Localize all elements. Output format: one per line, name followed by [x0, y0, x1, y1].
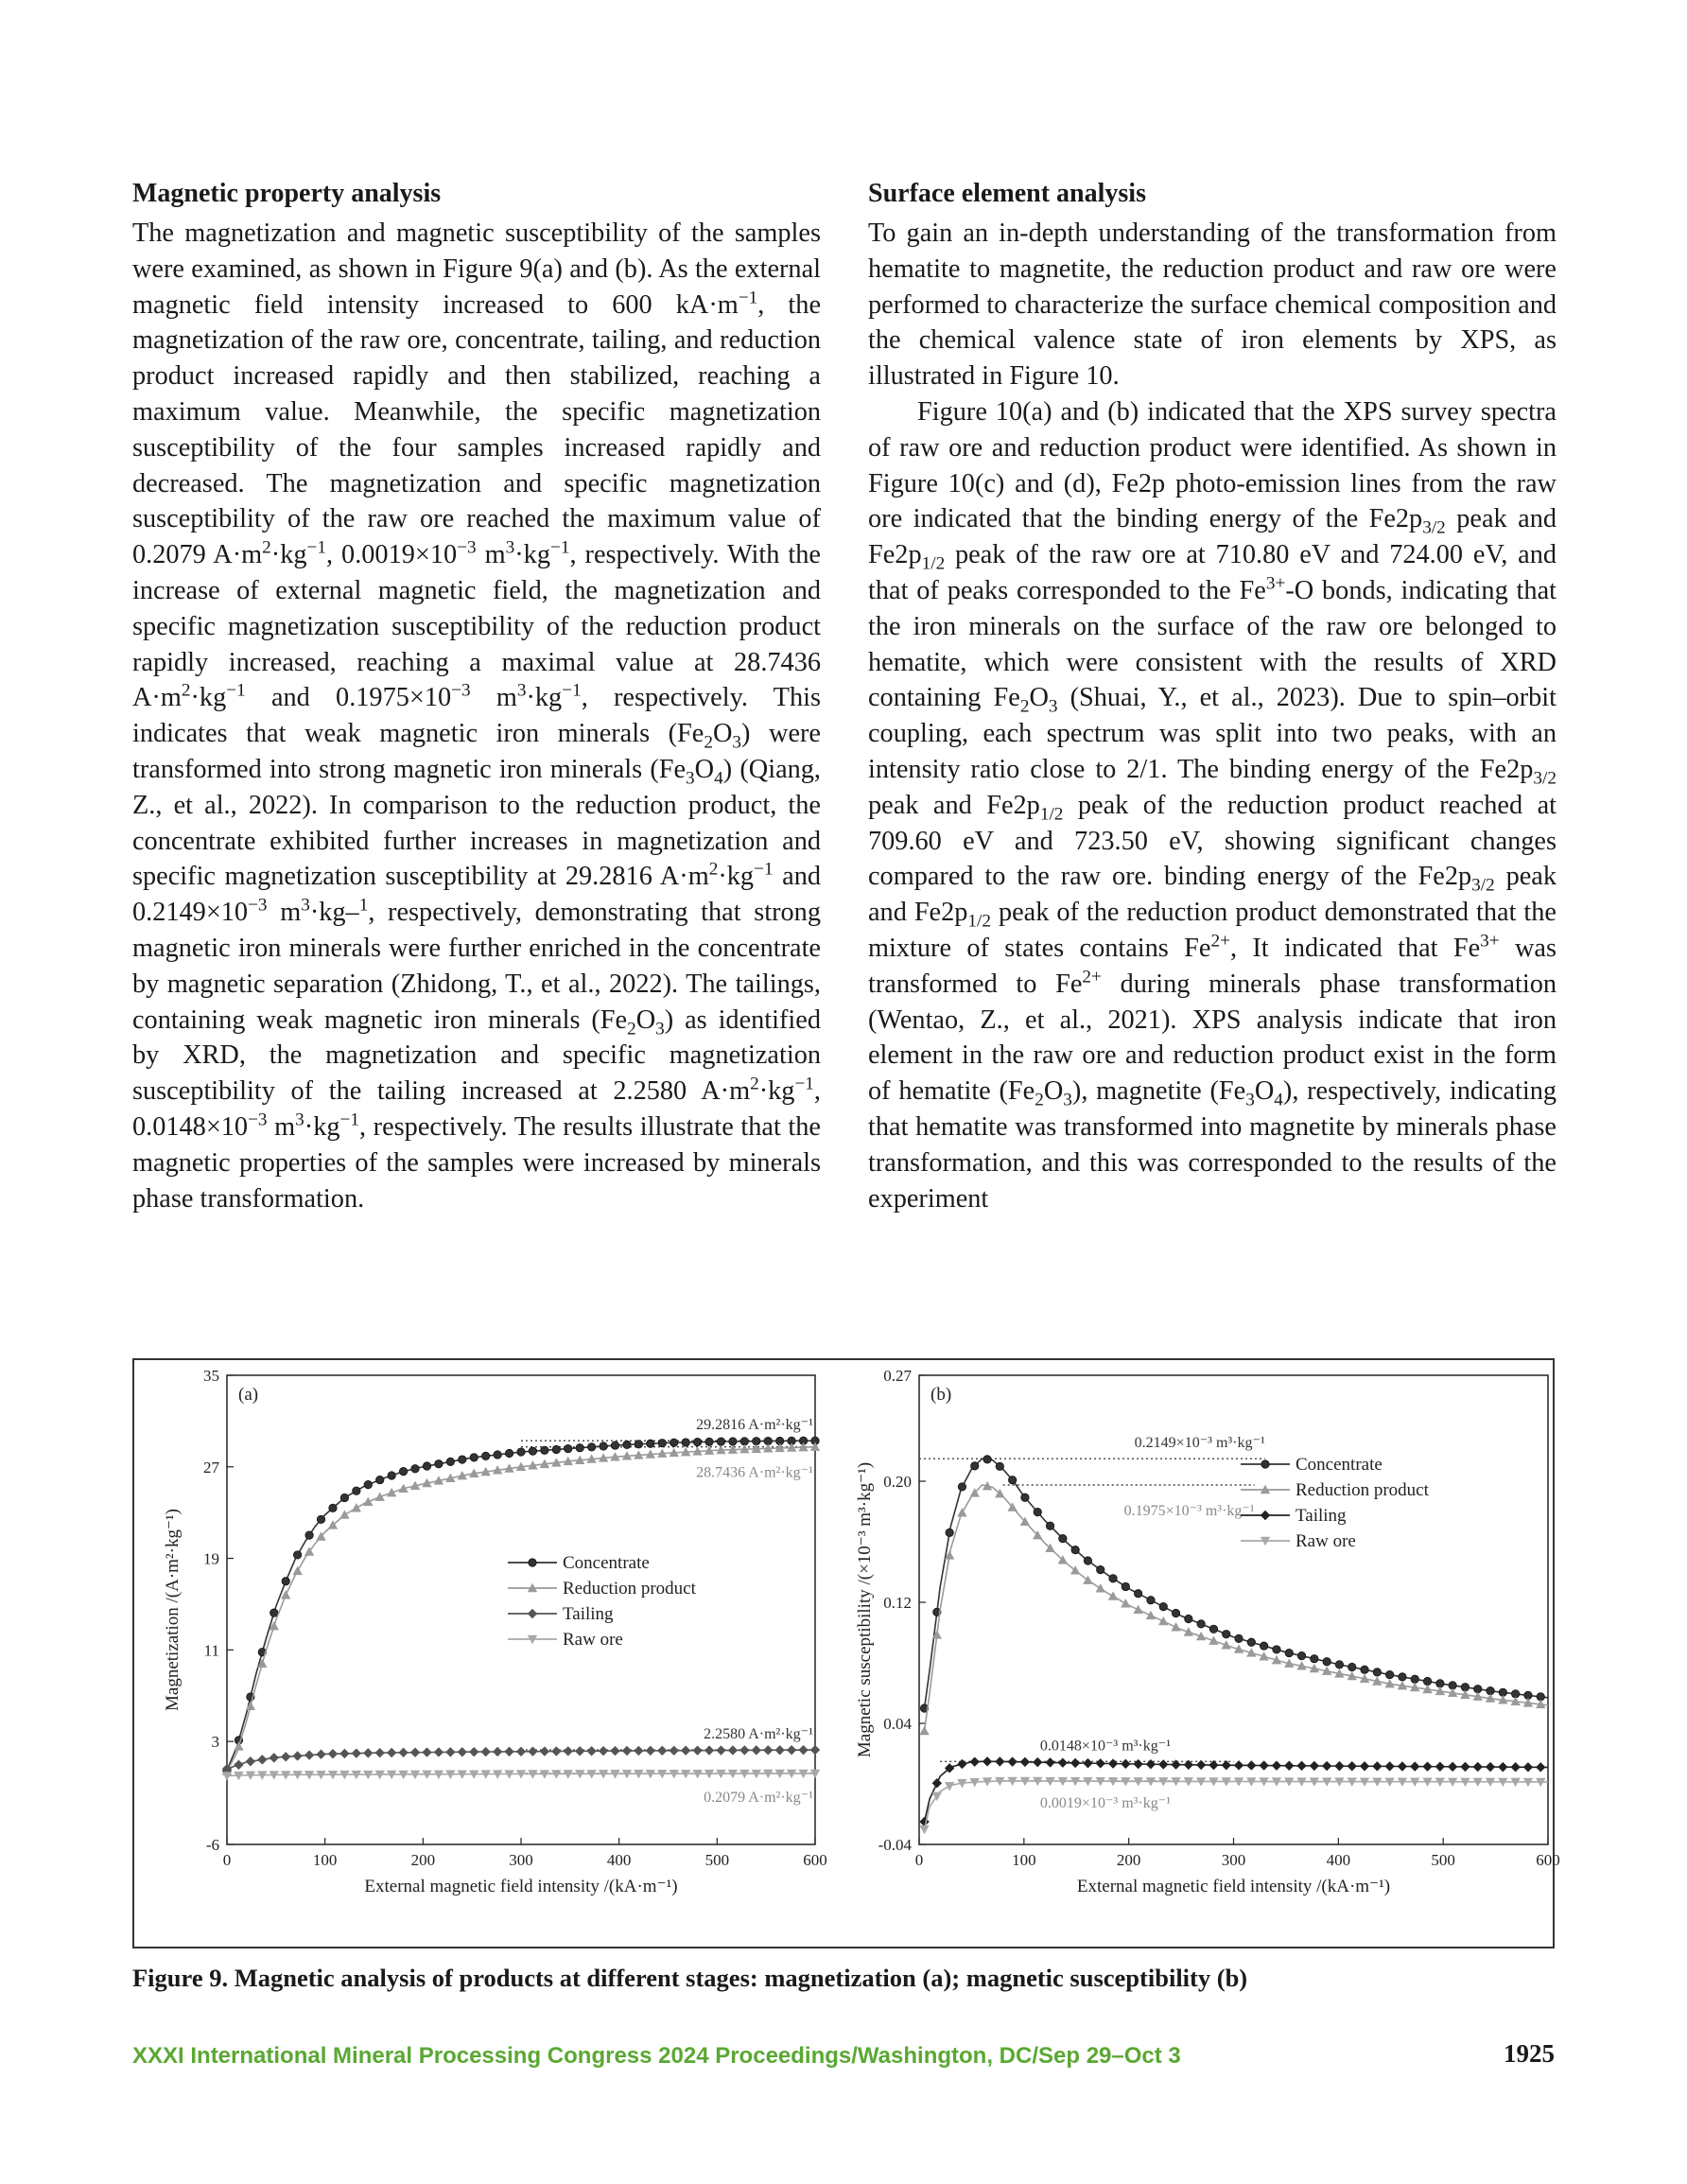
paragraph: The magnetization and magnetic susceptibility of the samples were examined, as shown in Figure 9(a) and (b). As the external magnetic field intensity increased to 600 $kA\cdot m^{-1}$, the magnetization of the raw ore, concentrate, tailing, and reduction product increased rapidly and then stabilized, reaching a maximum value. Meanwhile, the specific magnetization susceptibility of the four samples increased rapidly and decreased. The magnetization and specific magnetization susceptibility of the raw ore reached the maximum value of 0.2079 $A\cdot m^2\cdot kg^{-1}$, $0.0019\times 10^{-3}$ $m^3\cdot kg^{-1}$, respectively. With the increase of external magnetic field, the magnetization and specific magnetization susceptibility of the reduction product rapidly increased, reaching a maximal value at 28.7436 $A\cdot m^2\cdot kg^{-1}$ and $0.1975\times 10^{-3}$ $m^3\cdot kg^{-1}$, respectively. This indicates that weak magnetic iron minerals $(Fe_2O_3)$ were transformed into strong magnetic iron minerals $(Fe_3O_4)$ (Qiang, Z., et al., 2022). In comparison to the reduction product, the concentrate exhibited further increases in magnetization and specific magnetization susceptibility at 29.2816 $A\cdot m^2\cdot kg^{-1}$ and $0.2149\times 10^{-3}$ $m^3\cdot kg-^1$, respectively, demonstrating that strong magnetic iron minerals were further enriched in the concentrate by magnetic separation (Zhidong, T., et al., 2022). The tailings, containing weak magnetic iron minerals $(Fe_2O_3)$ as identified by XRD, the magnetization and specific magnetization susceptibility of the tailing increased at 2.2580 $A\cdot m^2\cdot kg^{-1}$, $0.0148\times 10^{-3}$ $m^3\cdot kg^{-1}$, respectively. The results illustrate that the magnetic properties of the samples were increased by minerals phase transformation.: [132, 218, 822, 1214]
data-point: [622, 1746, 632, 1756]
data-point: [339, 1510, 349, 1518]
data-point: [1008, 1476, 1016, 1484]
y-tick-label: 0.27: [883, 1367, 912, 1385]
data-point: [1197, 1620, 1205, 1628]
data-point: [681, 1746, 690, 1756]
legend-label: Tailing: [1296, 1506, 1347, 1526]
data-point: [1121, 1599, 1130, 1607]
data-point: [1108, 1758, 1118, 1768]
data-point: [763, 1745, 773, 1755]
data-point: [1045, 1757, 1054, 1767]
data-point: [1272, 1760, 1281, 1770]
data-point: [234, 1760, 243, 1770]
data-point: [1021, 1494, 1029, 1501]
data-point: [328, 1749, 338, 1758]
data-point: [541, 1446, 548, 1454]
data-point: [932, 1778, 942, 1788]
data-point: [1159, 1602, 1167, 1610]
series-raw-ore: [919, 1777, 1548, 1834]
data-point: [411, 1465, 419, 1473]
data-point: [1410, 1761, 1419, 1771]
data-point: [1296, 1761, 1306, 1771]
data-point: [611, 1441, 618, 1449]
legend-label: Raw ore: [1296, 1531, 1356, 1551]
x-tick-label: 400: [1326, 1851, 1351, 1869]
data-point: [983, 1456, 991, 1463]
data-point: [375, 1748, 385, 1757]
data-point: [717, 1438, 724, 1445]
data-point: [352, 1748, 361, 1757]
data-point: [257, 1755, 267, 1764]
data-point: [458, 1747, 467, 1756]
annotation-label: 0.0148×10⁻³ m³·kg⁻¹: [1039, 1738, 1171, 1755]
data-point: [946, 1529, 953, 1536]
data-point: [1158, 1616, 1168, 1625]
y-tick-label: 3: [211, 1733, 219, 1752]
data-point: [1423, 1677, 1431, 1685]
series-reduction-product: [222, 1442, 820, 1775]
data-point: [1109, 1575, 1117, 1582]
data-point: [470, 1454, 478, 1461]
data-point: [657, 1746, 667, 1756]
data-point: [505, 1449, 513, 1457]
data-point: [292, 1751, 302, 1760]
data-point: [398, 1748, 408, 1757]
x-tick-label: 300: [509, 1851, 533, 1869]
data-point: [469, 1747, 478, 1756]
series-line: [925, 1781, 1548, 1829]
data-point: [970, 1756, 980, 1766]
data-point: [281, 1752, 290, 1761]
x-tick-label: 500: [704, 1851, 730, 1869]
data-point: [1034, 1508, 1041, 1515]
data-point: [752, 1745, 761, 1755]
data-point: [1259, 1760, 1268, 1770]
x-tick-label: 500: [1431, 1851, 1455, 1869]
data-point: [564, 1746, 573, 1756]
data-point: [1223, 1630, 1230, 1637]
y-axis-label: Magnetization /(A·m²·kg⁻¹): [163, 1508, 183, 1712]
data-point: [340, 1494, 348, 1501]
data-point: [919, 1726, 929, 1735]
data-point: [919, 1817, 929, 1826]
data-point: [292, 1566, 302, 1575]
data-point: [329, 1504, 337, 1511]
data-point: [646, 1746, 655, 1756]
data-point: [1372, 1761, 1382, 1771]
data-point: [504, 1747, 513, 1756]
data-point: [551, 1746, 561, 1756]
figure-caption: Figure 9. Magnetic analysis of products at different stages: magnetization (a); magnetic susceptibility (b): [132, 1964, 1248, 1992]
x-tick-label: 0: [222, 1851, 232, 1869]
series-tailing: [222, 1745, 820, 1773]
data-point: [1108, 1591, 1118, 1599]
data-point: [316, 1750, 325, 1759]
data-point: [1510, 1762, 1520, 1772]
data-point: [293, 1551, 301, 1559]
data-point: [1158, 1759, 1168, 1769]
y-tick-label: 0.12: [883, 1594, 912, 1612]
data-point: [1146, 1611, 1156, 1619]
data-point: [932, 1792, 942, 1801]
data-point: [1070, 1758, 1080, 1768]
data-point: [1498, 1762, 1507, 1772]
data-point: [1247, 1638, 1255, 1646]
data-point: [971, 1462, 979, 1470]
data-point: [1284, 1761, 1294, 1771]
data-point: [996, 1462, 1003, 1470]
data-point: [1121, 1759, 1130, 1769]
data-point: [1083, 1576, 1092, 1584]
data-point: [1310, 1761, 1319, 1771]
data-point: [434, 1747, 443, 1756]
legend-label: Tailing: [563, 1604, 614, 1624]
data-point: [493, 1747, 502, 1756]
data-point: [363, 1748, 373, 1757]
data-point: [670, 1746, 679, 1756]
data-point: [1384, 1761, 1394, 1771]
data-point: [1322, 1761, 1331, 1771]
data-point: [1448, 1762, 1457, 1772]
data-point: [1411, 1675, 1418, 1683]
data-point: [1536, 1762, 1545, 1772]
x-tick-label: 600: [803, 1851, 827, 1869]
data-point: [958, 1483, 965, 1491]
data-point: [623, 1441, 631, 1448]
legend-marker: [529, 1559, 536, 1566]
paragraph: To gain an in-depth understanding of the transformation from hematite to magnetite, the reduction product and raw ore were performed to characterize the surface chemical composition and the chemical valence state of iron elements by XPS, as illustrated in Figure 10.: [868, 218, 1557, 392]
data-point: [445, 1747, 455, 1756]
data-point: [376, 1476, 384, 1483]
data-point: [1172, 1609, 1179, 1616]
data-point: [600, 1442, 607, 1450]
data-point: [317, 1515, 324, 1523]
annotation-label: 0.1975×10⁻³ m³·kg⁻¹: [1123, 1503, 1255, 1519]
data-point: [957, 1759, 966, 1769]
data-point: [352, 1503, 361, 1511]
data-point: [1171, 1622, 1180, 1631]
right-body-text: [868, 216, 1557, 1216]
data-point: [704, 1745, 714, 1755]
data-point: [634, 1746, 643, 1756]
section-heading-magnetic: Magnetic property analysis: [132, 179, 442, 208]
data-point: [1133, 1605, 1142, 1614]
data-point: [1523, 1762, 1533, 1772]
series-concentrate: [223, 1437, 819, 1774]
footer-proceedings: XXXI International Mineral Processing Congress 2024 Proceedings/Washington, DC/Sep 29–Oct 3: [132, 2043, 1181, 2069]
annotation-label: 28.7436 A·m²·kg⁻¹: [696, 1464, 813, 1481]
series-raw-ore: [222, 1770, 820, 1781]
x-tick-label: 600: [1536, 1851, 1560, 1869]
data-point: [565, 1444, 572, 1452]
data-point: [422, 1747, 431, 1756]
data-point: [995, 1756, 1004, 1766]
data-point: [1122, 1582, 1129, 1590]
data-point: [1146, 1759, 1156, 1769]
legend-marker: [1261, 1511, 1270, 1520]
data-point: [529, 1447, 536, 1455]
data-point: [957, 1508, 966, 1516]
data-point: [1046, 1522, 1053, 1529]
data-point: [1209, 1625, 1217, 1633]
annotation-label: 0.0019×10⁻³ m³·kg⁻¹: [1039, 1794, 1171, 1811]
data-point: [1097, 1565, 1104, 1573]
legend: [508, 1553, 697, 1650]
data-point: [1234, 1760, 1244, 1770]
panel-label: (b): [930, 1385, 952, 1405]
data-point: [459, 1456, 466, 1463]
legend-marker: [1261, 1460, 1269, 1468]
x-tick-label: 200: [1116, 1851, 1141, 1869]
data-point: [246, 1756, 255, 1766]
data-point: [517, 1448, 525, 1456]
data-point: [375, 1493, 385, 1501]
annotation-label: 0.2149×10⁻³ m³·kg⁻¹: [1134, 1435, 1265, 1452]
x-tick-label: 400: [606, 1851, 632, 1869]
y-axis-label: Magnetic susceptibility /(×10⁻³ m³·kg⁻¹): [855, 1461, 875, 1758]
data-point: [435, 1459, 443, 1467]
annotation-label: 0.2079 A·m²·kg⁻¹: [704, 1789, 813, 1806]
right-column: [868, 176, 1557, 1216]
legend-label: Reduction product: [1296, 1480, 1429, 1500]
data-point: [1399, 1673, 1406, 1681]
legend-label: Concentrate: [1296, 1455, 1383, 1475]
data-point: [353, 1487, 360, 1494]
y-tick-label: 35: [203, 1367, 219, 1385]
data-point: [1058, 1757, 1068, 1767]
data-point: [1273, 1646, 1280, 1653]
data-point: [481, 1452, 489, 1459]
data-point: [1260, 1642, 1267, 1650]
chart-magnetization: [134, 1360, 844, 1947]
data-point: [1134, 1590, 1141, 1598]
data-point: [798, 1745, 808, 1755]
data-point: [423, 1462, 430, 1470]
data-point: [945, 1782, 954, 1791]
data-point: [716, 1745, 725, 1755]
series-reduction-product: [919, 1481, 1548, 1735]
data-point: [1007, 1756, 1017, 1766]
data-point: [647, 1440, 654, 1447]
data-point: [610, 1746, 619, 1756]
data-point: [774, 1745, 784, 1755]
series-line: [227, 1441, 815, 1770]
data-point: [494, 1451, 501, 1459]
data-point: [575, 1746, 584, 1756]
data-point: [1020, 1757, 1030, 1767]
data-point: [304, 1750, 314, 1759]
y-tick-label: -0.04: [878, 1836, 912, 1854]
data-point: [1147, 1596, 1155, 1603]
data-point: [364, 1480, 372, 1488]
data-point: [919, 1826, 929, 1834]
series-line: [227, 1447, 815, 1772]
data-point: [1297, 1651, 1305, 1659]
data-point: [1460, 1762, 1470, 1772]
data-point: [1096, 1758, 1105, 1768]
data-point: [1486, 1762, 1495, 1772]
data-point: [635, 1441, 642, 1448]
data-point: [1071, 1546, 1079, 1553]
legend-label: Raw ore: [563, 1630, 623, 1650]
data-point: [810, 1745, 820, 1755]
data-point: [1083, 1758, 1092, 1768]
data-point: [1096, 1583, 1105, 1592]
data-point: [282, 1578, 289, 1585]
data-point: [528, 1746, 537, 1756]
data-point: [270, 1753, 279, 1762]
panel-label: (a): [238, 1385, 259, 1405]
data-point: [552, 1445, 560, 1453]
data-point: [1473, 1762, 1483, 1772]
x-axis-label: External magnetic field intensity /(kA·m⁻¹): [364, 1877, 678, 1896]
y-tick-label: 11: [203, 1641, 219, 1660]
data-point: [983, 1756, 992, 1766]
data-point: [586, 1746, 596, 1756]
data-point: [1334, 1761, 1344, 1771]
data-point: [1348, 1663, 1356, 1670]
data-point: [1422, 1761, 1432, 1771]
x-tick-label: 0: [914, 1851, 924, 1869]
y-tick-label: 0.20: [883, 1473, 912, 1491]
data-point: [1385, 1670, 1393, 1678]
legend-marker: [528, 1609, 537, 1618]
data-point: [693, 1438, 701, 1445]
data-point: [658, 1439, 666, 1446]
legend-label: Concentrate: [563, 1553, 650, 1573]
series-line: [925, 1459, 1548, 1708]
y-tick-label: 0.04: [883, 1715, 912, 1733]
x-tick-label: 100: [1012, 1851, 1036, 1869]
data-point: [1285, 1649, 1293, 1656]
data-point: [670, 1439, 678, 1446]
data-point: [587, 1443, 595, 1451]
data-point: [387, 1748, 396, 1757]
data-point: [1133, 1759, 1142, 1769]
data-point: [1398, 1761, 1407, 1771]
figure-9: [132, 1358, 1560, 1948]
data-point: [410, 1748, 420, 1757]
section-heading-surface: Surface element analysis: [868, 179, 1146, 208]
annotation-label: 29.2816 A·m²·kg⁻¹: [696, 1417, 813, 1434]
data-point: [705, 1438, 713, 1445]
data-point: [1084, 1557, 1091, 1564]
paragraph: Figure 10(a) and (b) indicated that the XPS survey spectra of raw ore and reduction product were identified. As shown in Figure 10(c) and (d), Fe2p photo-emission lines from the raw ore indicated that the binding energy of the $Fe2p_{3/2}$ peak and $Fe2p_{1/2}$ peak of the raw ore at 710.80 eV and 724.00 eV, and that of peaks corresponded to the $Fe^{3+}-O$ bonds, indicating that the iron minerals on the surface of the raw ore belonged to hematite, which were consistent with the results of XRD containing $Fe_2O_3$ (Shuai, Y., et al., 2023). Due to spin–orbit coupling, each spectrum was split into two peaks, with an intensity ratio close to 2/1. The binding energy of the $Fe2p_{3/2}$ peak and $Fe2p_{1/2}$ peak of the reduction product reached at 709.60 eV and 723.50 eV, showing significant changes compared to the raw ore. binding energy of the $Fe2p_{3/2}$ peak and $Fe2p_{1/2}$ peak of the reduction product demonstrated that the mixture of states contains $Fe^{2+}$, It indicated that $Fe^{3+}$ was transformed to $Fe^{2+}$ during minerals phase transformation (Wentao, Z., et al., 2021). XPS analysis indicate that iron element in the raw ore and reduction product exist in the form of hematite $(Fe_2O_3)$, magnetite $(Fe_3O_4)$, respectively, indicating that hematite was transformed into magnetite by minerals phase transformation, and this was corresponded to the results of the experiment: [868, 396, 1557, 1214]
data-point: [305, 1531, 313, 1539]
data-point: [1246, 1760, 1256, 1770]
x-tick-label: 200: [410, 1851, 436, 1869]
data-point: [1059, 1534, 1067, 1542]
y-tick-label: 27: [203, 1458, 219, 1476]
data-point: [728, 1745, 738, 1755]
data-point: [1373, 1669, 1381, 1676]
data-point: [339, 1749, 349, 1758]
data-point: [739, 1745, 749, 1755]
data-point: [1311, 1655, 1318, 1663]
data-point: [363, 1497, 373, 1506]
data-point: [1033, 1757, 1042, 1767]
y-tick-label: 19: [203, 1549, 219, 1568]
x-axis-label: External magnetic field intensity /(kA·m⁻¹): [1076, 1877, 1391, 1896]
data-point: [399, 1467, 407, 1475]
data-point: [1361, 1666, 1368, 1673]
legend: [1241, 1455, 1430, 1551]
data-point: [1235, 1634, 1243, 1642]
data-point: [740, 1438, 748, 1445]
data-point: [540, 1746, 549, 1756]
data-point: [729, 1438, 737, 1445]
data-point: [1435, 1762, 1445, 1772]
data-point: [1323, 1658, 1330, 1666]
page-number: 1925: [1504, 2039, 1555, 2068]
series-tailing: [919, 1756, 1548, 1826]
data-point: [516, 1747, 526, 1756]
data-point: [1185, 1615, 1192, 1622]
data-point: [446, 1458, 454, 1465]
y-tick-label: -6: [205, 1836, 219, 1854]
data-point: [576, 1443, 583, 1451]
data-point: [246, 1702, 255, 1710]
series-concentrate: [920, 1456, 1548, 1713]
data-point: [1348, 1761, 1357, 1771]
left-column: [132, 176, 821, 1216]
series-line: [925, 1761, 1548, 1822]
data-point: [599, 1746, 608, 1756]
chart-susceptibility: [844, 1360, 1560, 1947]
data-point: [692, 1745, 702, 1755]
x-tick-label: 100: [312, 1851, 338, 1869]
data-point: [682, 1439, 689, 1446]
legend-label: Reduction product: [563, 1579, 696, 1599]
data-point: [1335, 1661, 1343, 1669]
data-point: [480, 1747, 490, 1756]
data-point: [1196, 1760, 1206, 1770]
data-point: [787, 1745, 796, 1755]
data-point: [270, 1609, 278, 1616]
data-point: [1360, 1761, 1369, 1771]
data-point: [388, 1472, 395, 1479]
left-body-text: [132, 216, 821, 1216]
x-tick-label: 300: [1221, 1851, 1246, 1869]
annotation-label: 2.2580 A·m²·kg⁻¹: [704, 1726, 813, 1743]
